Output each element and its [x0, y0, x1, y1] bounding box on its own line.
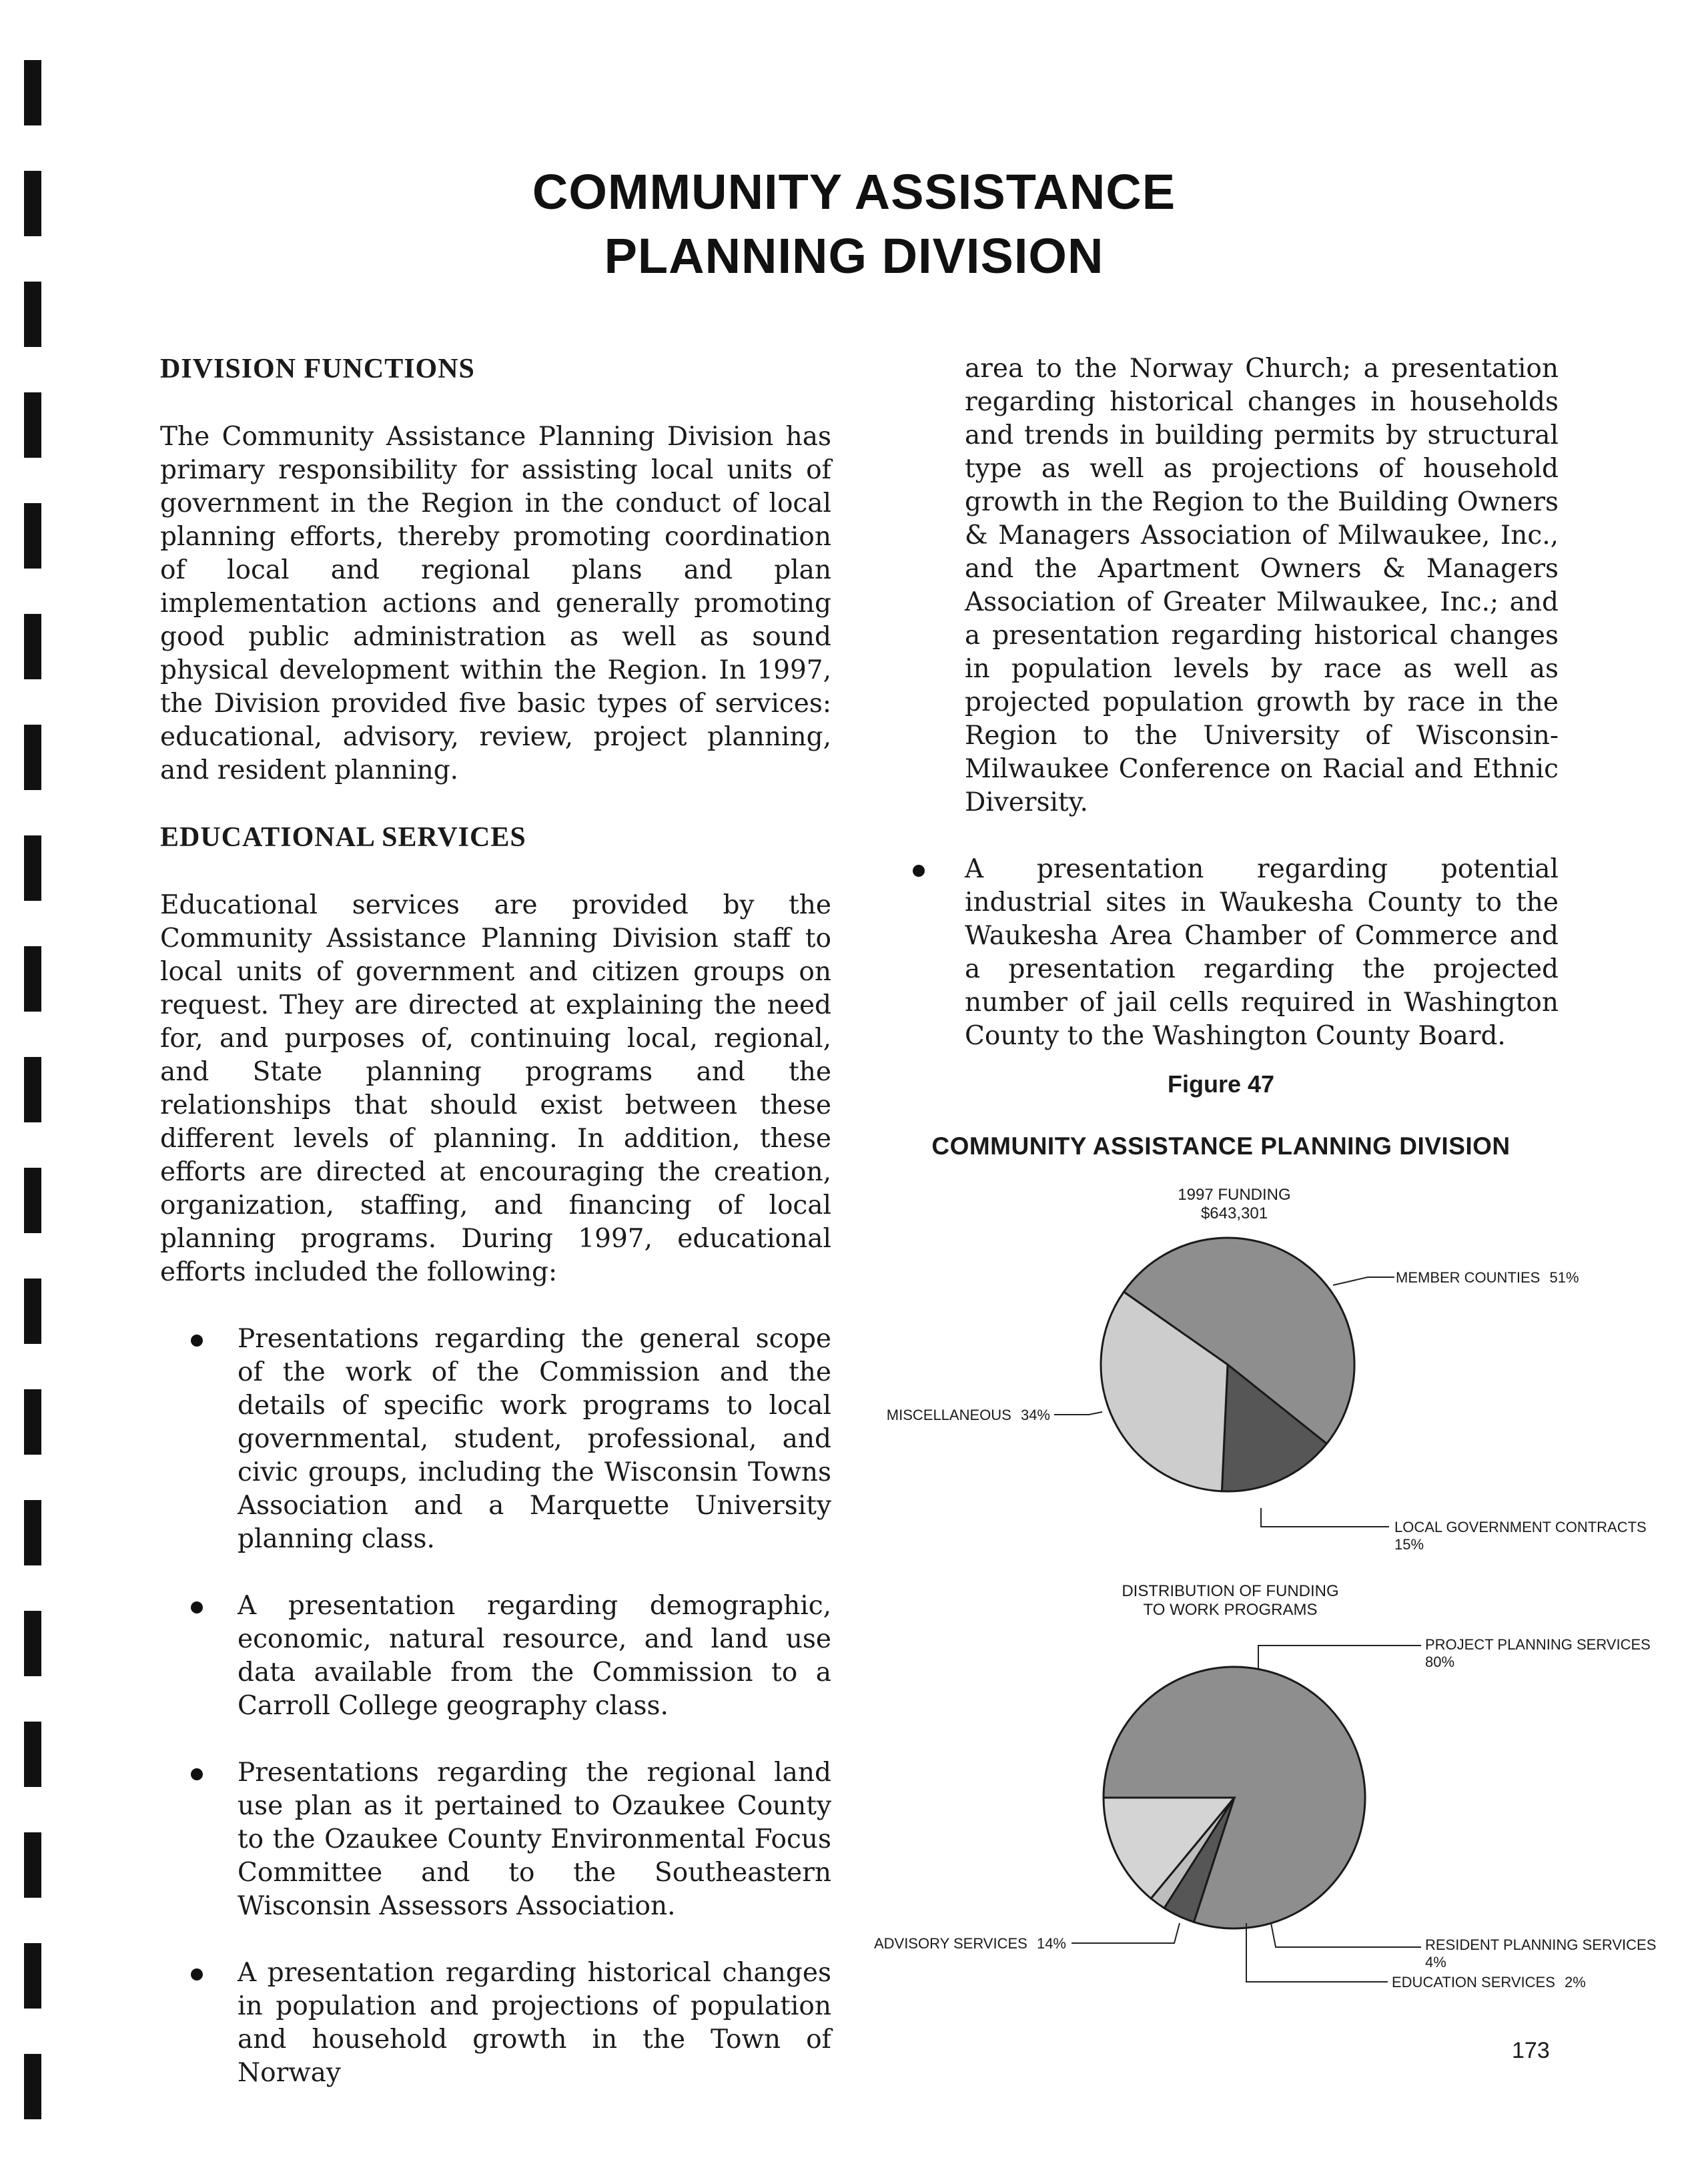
chart1-value-misc: 34%: [1020, 1407, 1050, 1423]
binding-mark: [24, 503, 41, 569]
binding-mark: [24, 725, 41, 790]
chart2-title: DISTRIBUTION OF FUNDING: [1122, 1582, 1339, 1600]
chart2-callout-education: [1246, 1923, 1586, 1990]
binding-mark: [24, 1168, 41, 1233]
list-item: [160, 1956, 831, 2090]
figure-title: COMMUNITY ASSISTANCE PLANNING DIVISION: [931, 1132, 1511, 1160]
svg-text:EDUCATION SERVICES 2%: [1392, 1974, 1586, 1990]
bullet-icon: [913, 865, 925, 877]
binding-mark: [24, 1611, 41, 1676]
figure-label: Figure 47: [1167, 1070, 1275, 1098]
chart2-label-education: EDUCATION SERVICES: [1392, 1974, 1555, 1990]
page-title-line2: PLANNING DIVISION: [604, 228, 1104, 284]
svg-text:MEMBER COUNTIES 51%: [1396, 1269, 1579, 1286]
binding-mark: [24, 1279, 41, 1344]
bullet-text: Presentations regarding the regional land use plan as it pertained to Ozaukee County to the Ozaukee County Environmental Focus Committee and to the Southeastern Wisconsin Assessors Association.: [238, 1758, 831, 1921]
page-title-line1: COMMUNITY ASSISTANCE: [532, 164, 1176, 220]
chart2-callout-project: [1258, 1636, 1651, 1670]
bullet-icon: [191, 1601, 203, 1613]
chart1-callout-member: [1333, 1269, 1579, 1286]
chart2-label-resident: RESIDENT PLANNING SERVICES: [1425, 1936, 1657, 1953]
chart1-pie: [1101, 1238, 1354, 1491]
chart1-label-member: MEMBER COUNTIES: [1396, 1269, 1541, 1286]
binding-mark: [24, 1057, 41, 1122]
bullet-icon: [191, 1335, 203, 1347]
chart2-value-project: 80%: [1425, 1654, 1455, 1670]
binding-mark: [24, 282, 41, 347]
list-item: [160, 1756, 831, 1923]
binding-mark: [24, 614, 41, 679]
bullet-icon: [191, 1768, 203, 1780]
binding-mark: [24, 1943, 41, 2009]
educational-services-paragraph: Educational services are provided by the Community Assistance Planning Division staff to local units of government and citizen groups on request. They are directed at explaining the need for, and purposes of, continuing local, regional, and State planning programs and the relationships that should exist between these different levels of planning. In addition, these efforts are directed at encouraging the creation, organization, staffing, and financing of local planning programs. During 1997, educational efforts included the following:: [160, 890, 831, 1287]
page-number: 173: [1512, 2038, 1550, 2063]
continued-paragraph: area to the Norway Church; a presentation regarding historical changes in households and trends in building permits by structural type as well as projections of household growth in the Region to the Building Owners & Managers Association of Milwaukee, Inc., and the Apartment Owners & Managers Association of Greater Milwaukee, Inc.; and a presentation regarding historical changes in population levels by race as well as projected population growth by race in the Region to the University of Wisconsin-Milwaukee Conference on Racial and Ethnic Diversity.: [965, 354, 1559, 817]
binding-mark: [24, 1500, 41, 1565]
educational-services-heading: EDUCATIONAL SERVICES: [160, 822, 526, 853]
list-item: [160, 1323, 831, 1556]
bullet-icon: [191, 1968, 203, 1980]
figure-chart: [873, 1174, 1657, 2002]
binding-mark: [24, 946, 41, 1012]
chart1-subtitle: $643,301: [1200, 1204, 1268, 1222]
binding-mark: [24, 392, 41, 458]
chart2-value-advisory: 14%: [1036, 1935, 1066, 1952]
bullet-text: A presentation regarding demographic, economic, natural resource, and land use data available from the Commission to a Carroll College geography class.: [238, 1591, 831, 1721]
chart1-callout-local: [1261, 1508, 1647, 1553]
educational-bullet-list: [160, 1323, 831, 2090]
chart2-value-resident: 4%: [1425, 1954, 1446, 1970]
chart1-label-misc: MISCELLANEOUS: [886, 1407, 1011, 1423]
chart1-label-local: LOCAL GOVERNMENT CONTRACTS: [1394, 1519, 1647, 1535]
chart2-callout-advisory: [874, 1923, 1180, 1952]
bullet-text: A presentation regarding potential industrial sites in Waukesha County to the Waukesha Area Chamber of Commerce and a presentation regarding the projected number of jail cells required in Washington County to the Washington County Board.: [965, 854, 1559, 1051]
binding-mark: [24, 1832, 41, 1898]
binding-mark: [24, 835, 41, 901]
chart2-callout-resident: [1271, 1923, 1656, 1970]
chart2-label-project: PROJECT PLANNING SERVICES: [1425, 1636, 1651, 1653]
binding-mark: [24, 60, 41, 125]
chart1-title: 1997 FUNDING: [1178, 1186, 1291, 1204]
binding-mark: [24, 1389, 41, 1455]
division-functions-paragraph: The Community Assistance Planning Division has primary responsibility for assisting local units of government in the Region in the conduct of local planning efforts, thereby promoting coordination of local and regional plans and plan implementation actions and generally promoting good public administration as well as sound physical development within the Region. In 1997, the Division provided five basic types of services: educational, advisory, review, project planning, and resident planning.: [160, 422, 831, 785]
chart1-value-local: 15%: [1394, 1536, 1424, 1553]
chart1-value-member: 51%: [1549, 1269, 1579, 1286]
right-bullet-list: [965, 853, 1559, 1053]
list-item: [965, 853, 1559, 1053]
right-column: [965, 352, 1559, 1086]
chart2-pie: [1104, 1667, 1365, 1928]
page-title: [0, 160, 1708, 288]
svg-text:MISCELLANEOUS 34%: [887, 1407, 1050, 1423]
svg-text:ADVISORY SERVICES 14%: [874, 1935, 1066, 1952]
chart2-label-advisory: ADVISORY SERVICES: [873, 1935, 1027, 1952]
bullet-text: A presentation regarding historical changes in population and projections of population and household growth in the Town of Norway: [238, 1958, 831, 2088]
chart1-callout-misc: [887, 1407, 1102, 1423]
bullet-text: Presentations regarding the general scope of the work of the Commission and the details of specific work programs to local governmental, student, professional, and civic groups, including the Wisconsin Towns Association and a Marquette University planning class.: [238, 1324, 831, 1554]
division-functions-heading: DIVISION FUNCTIONS: [160, 354, 475, 384]
list-item: [160, 1589, 831, 1723]
chart2-value-education: 2%: [1565, 1974, 1586, 1990]
binding-mark: [24, 2054, 41, 2119]
binding-mark: [24, 1722, 41, 1787]
binding-holes: [24, 60, 43, 2149]
left-column: [160, 352, 831, 2123]
chart2-subtitle: TO WORK PROGRAMS: [1143, 1601, 1318, 1619]
